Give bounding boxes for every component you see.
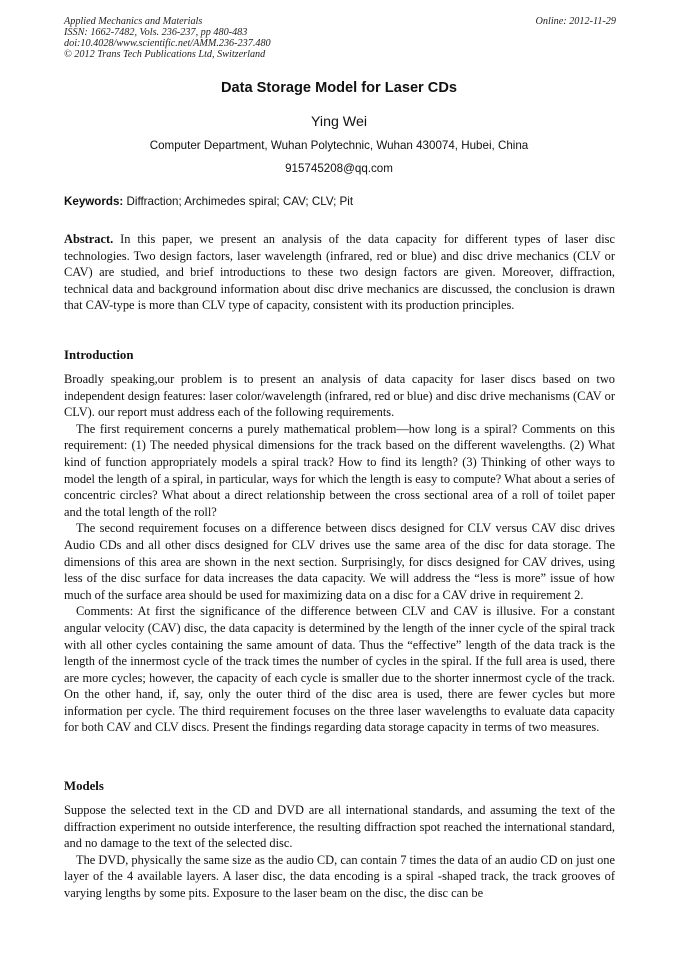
author-affiliation: Computer Department, Wuhan Polytechnic, Wuhan 430074, Hubei, China [149, 139, 529, 152]
section-heading-models: Models [64, 779, 104, 793]
journal-header [64, 16, 616, 60]
doi-line[interactable]: doi:10.4028/www.scientific.net/AMM.236-237.480 [64, 38, 271, 49]
section-heading-introduction: Introduction [64, 348, 134, 362]
copyright-line: © 2012 Trans Tech Publications Ltd, Switzerland [64, 49, 266, 60]
keywords-label: Keywords: [64, 195, 124, 208]
introduction-body [64, 371, 615, 736]
paragraph: The DVD, physically the same size as the audio CD, can contain 7 times the data of an audio CD on just one layer of the 4 available layers. A laser disc, the data encoding is a spiral -shaped track, the track grooves of varying lengths by some pits. Exposure to the laser beam on the disc, the disc can be [64, 852, 615, 900]
abstract-label: Abstract. [64, 232, 114, 246]
keywords [64, 195, 616, 208]
journal-name: Applied Mechanics and Materials [64, 16, 203, 27]
author-name: Ying Wei [311, 114, 367, 130]
online-date: Online: 2012-11-29 [535, 16, 616, 27]
paragraph: Suppose the selected text in the CD and DVD are all international standards, and assuming the text of the diffraction experiment no outside interference, the resulting diffraction spot reached the international standard, and no damage to the text of the selected disc. [64, 803, 615, 851]
paragraph: The first requirement concerns a purely mathematical problem—how long is a spiral? Comments on this requirement: (1) The needed physical dimensions for the track based on the different wavelengths. (2) What kind of function appropriately models a spiral track? How to find its length? (3) Thinking of other ways to model the length of a spiral, in particular, ways for which the length is easy to compute? What about a series of concentric circles? What about a direct relationship between the cross sectional area of a roll of toilet paper and the total length of the roll? [64, 421, 615, 519]
paper-title: Data Storage Model for Laser CDs [221, 80, 457, 96]
paragraph: The second requirement focuses on a difference between discs designed for CLV versus CAV disc drives Audio CDs and all other discs designed for CLV drives use the same area of the disc for data storage. The dimensions of this area are shown in the next section. Surprisingly, for discs designed for CAV drives, using less of the disc surface for data increases the data capacity. We will address the “less is more” issue of how much of the surface area should be used for maximizing data on a disc for a CAV drive in requirement 2. [64, 521, 615, 602]
models-body [64, 802, 615, 902]
issn-line: ISSN: 1662-7482, Vols. 236-237, pp 480-483 [64, 27, 248, 38]
paragraph: Comments: At first the significance of the difference between CLV and CAV is illusive. For a constant angular velocity (CAV) disc, the data capacity is determined by the length of the inner cycle of the spiral track with all other cycles containing the same amount of data. Thus the “effective” length of the data track is the length of the innermost cycle of the track times the number of cycles in the spiral. If the full area is used, there are more cycles; however, the capacity of each cycle is smaller due to the shorter innermost cycle of the track. On the other hand, if, say, only the outer third of the disc area is used, there are fewer cycles but more information per cycle. The third requirement focuses on the three laser wavelengths to evaluate data capacity for both CAV and CLV discs. Present the findings regarding data storage capacity in terms of two measures. [64, 604, 615, 735]
keywords-text: Diffraction; Archimedes spiral; CAV; CLV; Pit [123, 195, 354, 208]
paragraph: Broadly speaking,our problem is to present an analysis of data capacity for laser discs based on two independent design features: laser color/wavelength (infrared, red or blue) and disc drive mechanisms (CAV or CLV). our report must address each of the following requirements. [64, 372, 615, 420]
abstract-text: In this paper, we present an analysis of the data capacity for different types of laser disc technologies. Two design factors, laser wavelength (infrared, red or blue) and disc drive mechanics (CLV or CAV) are studied, and brief introductions to these two design factors are given. Moreover, diffraction, technical data and background information about disc drive mechanics are discussed, the conclusion is drawn that CAV-type is more than CLV type of capacity, consistent with its production principles. [64, 232, 615, 313]
author-email[interactable]: 915745208@qq.com [285, 162, 393, 175]
abstract [64, 231, 615, 314]
